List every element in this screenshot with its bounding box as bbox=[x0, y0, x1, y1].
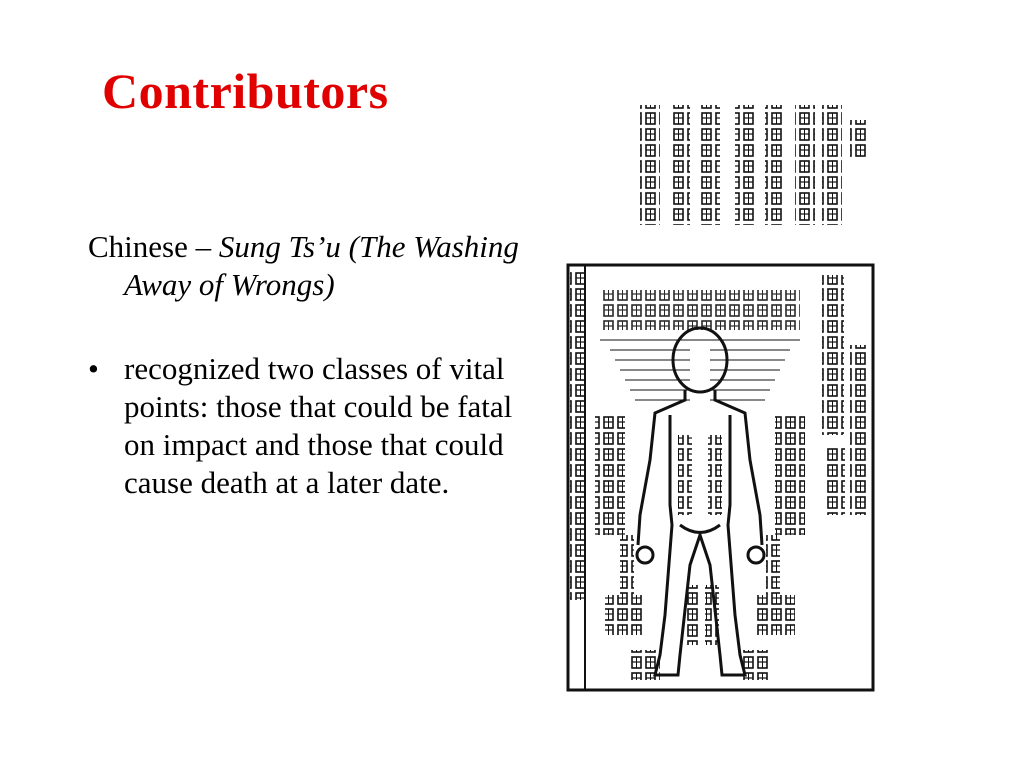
intro-prefix: Chinese – bbox=[88, 229, 219, 264]
slide-title: Contributors bbox=[102, 63, 389, 119]
bullet-list bbox=[88, 350, 528, 502]
bullet-item bbox=[88, 350, 528, 502]
body-labels bbox=[605, 435, 795, 680]
woodblock-anatomical-figure-icon bbox=[560, 95, 880, 700]
slide-body bbox=[88, 228, 528, 502]
bullet-dot: • bbox=[88, 351, 99, 386]
intro-line bbox=[88, 228, 528, 304]
work-title: Sung Ts’u (The Washing Away of Wrongs) bbox=[124, 229, 519, 302]
top-text-block bbox=[640, 105, 868, 225]
right-caption bbox=[822, 275, 868, 515]
bullet-text: recognized two classes of vital points: those that could be fatal on impact and those that could cause death at a later date. bbox=[124, 351, 513, 500]
anatomical-figure-image bbox=[560, 95, 880, 700]
